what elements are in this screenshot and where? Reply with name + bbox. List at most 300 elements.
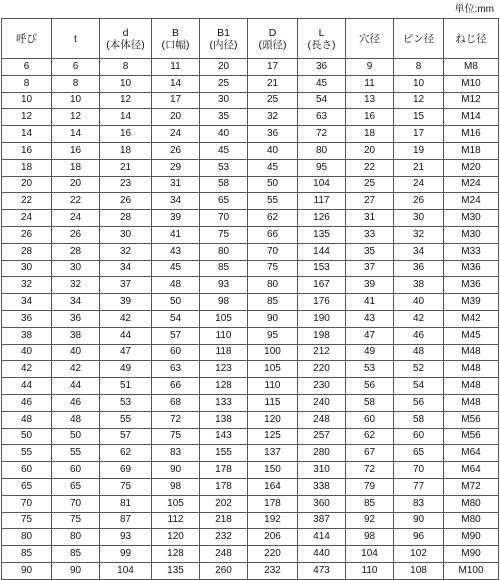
- table-cell: 25: [346, 176, 394, 193]
- table-cell: 8: [2, 75, 52, 92]
- table-cell: 95: [298, 159, 346, 176]
- table-cell: 57: [152, 327, 200, 344]
- table-cell: M36: [444, 260, 499, 277]
- table-row: [2, 59, 499, 76]
- table-cell: 53: [346, 361, 394, 378]
- table-cell: 48: [52, 411, 100, 428]
- table-cell: 93: [200, 277, 248, 294]
- table-cell: 192: [248, 512, 298, 529]
- table-cell: 83: [394, 495, 444, 512]
- table-cell: 41: [346, 294, 394, 311]
- table-cell: 26: [52, 226, 100, 243]
- table-cell: 53: [100, 394, 152, 411]
- table-cell: 120: [152, 529, 200, 546]
- table-cell: 12: [100, 92, 152, 109]
- table-cell: 48: [394, 344, 444, 361]
- table-cell: 90: [152, 462, 200, 479]
- table-cell: 75: [248, 260, 298, 277]
- table-cell: 24: [52, 210, 100, 227]
- table-cell: 135: [298, 226, 346, 243]
- table-cell: 35: [346, 243, 394, 260]
- table-row: [2, 378, 499, 395]
- table-row: [2, 142, 499, 159]
- table-cell: 40: [394, 294, 444, 311]
- table-cell: M90: [444, 529, 499, 546]
- table-cell: 80: [200, 243, 248, 260]
- table-row: [2, 210, 499, 227]
- table-cell: M48: [444, 378, 499, 395]
- table-cell: 115: [248, 394, 298, 411]
- table-cell: 38: [52, 327, 100, 344]
- table-cell: 48: [2, 411, 52, 428]
- table-cell: 16: [100, 126, 152, 143]
- table-cell: 118: [200, 344, 248, 361]
- column-header: [248, 19, 298, 59]
- table-cell: 85: [248, 294, 298, 311]
- table-cell: 55: [248, 193, 298, 210]
- table-cell: 125: [248, 428, 298, 445]
- table-cell: 96: [394, 529, 444, 546]
- table-cell: 54: [394, 378, 444, 395]
- table-cell: 30: [200, 92, 248, 109]
- column-header: [298, 19, 346, 59]
- table-cell: 26: [2, 226, 52, 243]
- table-cell: 14: [100, 109, 152, 126]
- table-cell: 167: [298, 277, 346, 294]
- column-header-label: ねじ径: [455, 32, 487, 45]
- table-cell: 20: [346, 142, 394, 159]
- table-cell: 137: [248, 445, 298, 462]
- table-cell: 102: [394, 546, 444, 563]
- table-cell: 36: [394, 260, 444, 277]
- table-cell: 45: [298, 75, 346, 92]
- table-cell: 43: [346, 310, 394, 327]
- table-cell: M90: [444, 546, 499, 563]
- table-cell: 72: [346, 462, 394, 479]
- table-cell: 54: [298, 92, 346, 109]
- table-cell: 135: [152, 562, 200, 579]
- table-row: [2, 159, 499, 176]
- table-cell: 75: [152, 428, 200, 445]
- table-cell: 85: [2, 546, 52, 563]
- table-cell: 128: [200, 378, 248, 395]
- table-cell: 95: [248, 327, 298, 344]
- table-cell: 21: [394, 159, 444, 176]
- table-cell: 26: [394, 193, 444, 210]
- column-header: [394, 19, 444, 59]
- table-cell: 232: [248, 562, 298, 579]
- table-cell: 90: [248, 310, 298, 327]
- table-cell: M10: [444, 75, 499, 92]
- table-cell: 57: [100, 428, 152, 445]
- table-cell: 20: [52, 176, 100, 193]
- table-cell: M48: [444, 361, 499, 378]
- table-cell: 37: [346, 260, 394, 277]
- column-header-label: L: [318, 26, 325, 39]
- table-cell: 212: [298, 344, 346, 361]
- table-cell: 164: [248, 478, 298, 495]
- table-cell: 150: [248, 462, 298, 479]
- table-cell: 63: [152, 361, 200, 378]
- table-cell: 230: [298, 378, 346, 395]
- table-cell: 30: [100, 226, 152, 243]
- table-cell: 13: [346, 92, 394, 109]
- table-cell: 50: [52, 428, 100, 445]
- table-cell: 72: [152, 411, 200, 428]
- table-cell: 104: [346, 546, 394, 563]
- table-cell: 108: [394, 562, 444, 579]
- column-header: [52, 19, 100, 59]
- table-cell: 105: [248, 361, 298, 378]
- table-cell: 34: [100, 260, 152, 277]
- table-row: [2, 512, 499, 529]
- table-cell: 153: [298, 260, 346, 277]
- table-cell: 49: [346, 344, 394, 361]
- table-cell: 45: [152, 260, 200, 277]
- table-cell: 10: [394, 75, 444, 92]
- table-cell: 46: [394, 327, 444, 344]
- table-cell: 12: [2, 109, 52, 126]
- column-header-label: t: [74, 32, 77, 45]
- table-cell: 218: [200, 512, 248, 529]
- table-cell: 21: [100, 159, 152, 176]
- table-cell: 60: [152, 344, 200, 361]
- table-cell: 70: [52, 495, 100, 512]
- table-cell: 75: [100, 478, 152, 495]
- table-cell: 70: [2, 495, 52, 512]
- table-cell: 42: [2, 361, 52, 378]
- table-cell: 36: [52, 310, 100, 327]
- table-cell: 75: [200, 226, 248, 243]
- table-cell: 257: [298, 428, 346, 445]
- table-cell: 51: [100, 378, 152, 395]
- table-cell: 8: [100, 59, 152, 76]
- table-cell: 90: [394, 512, 444, 529]
- table-cell: 85: [200, 260, 248, 277]
- table-cell: 60: [346, 411, 394, 428]
- table-cell: 42: [100, 310, 152, 327]
- table-cell: 36: [248, 126, 298, 143]
- table-cell: 45: [200, 142, 248, 159]
- table-cell: 55: [52, 445, 100, 462]
- table-cell: 31: [346, 210, 394, 227]
- table-cell: 14: [52, 126, 100, 143]
- table-cell: 28: [52, 243, 100, 260]
- table-row: [2, 411, 499, 428]
- table-cell: 178: [248, 495, 298, 512]
- table-cell: 123: [200, 361, 248, 378]
- table-cell: 18: [52, 159, 100, 176]
- table-cell: 387: [298, 512, 346, 529]
- table-row: [2, 327, 499, 344]
- table-cell: M36: [444, 277, 499, 294]
- table-cell: 69: [100, 462, 152, 479]
- table-cell: 47: [100, 344, 152, 361]
- table-cell: 25: [200, 75, 248, 92]
- table-cell: 10: [100, 75, 152, 92]
- table-cell: 22: [2, 193, 52, 210]
- table-cell: 15: [394, 109, 444, 126]
- column-header-sublabel: (本体径): [106, 38, 145, 51]
- table-cell: 22: [52, 193, 100, 210]
- column-header: [2, 19, 52, 59]
- table-cell: 66: [248, 226, 298, 243]
- spec-table: [1, 18, 499, 580]
- table-cell: 18: [346, 126, 394, 143]
- table-cell: M72: [444, 478, 499, 495]
- table-cell: 473: [298, 562, 346, 579]
- table-cell: 21: [248, 75, 298, 92]
- table-cell: M56: [444, 411, 499, 428]
- table-cell: M8: [444, 59, 499, 76]
- table-cell: 52: [394, 361, 444, 378]
- table-cell: 24: [394, 176, 444, 193]
- table-cell: 338: [298, 478, 346, 495]
- table-cell: 16: [52, 142, 100, 159]
- table-row: [2, 109, 499, 126]
- table-cell: 104: [298, 176, 346, 193]
- table-cell: 280: [298, 445, 346, 462]
- table-cell: 10: [2, 92, 52, 109]
- table-cell: 20: [152, 109, 200, 126]
- table-cell: 34: [394, 243, 444, 260]
- table-cell: 190: [298, 310, 346, 327]
- table-cell: 32: [52, 277, 100, 294]
- table-cell: 44: [52, 378, 100, 395]
- table-row: [2, 260, 499, 277]
- table-cell: 220: [248, 546, 298, 563]
- table-cell: M30: [444, 210, 499, 227]
- table-cell: 20: [200, 59, 248, 76]
- table-row: [2, 277, 499, 294]
- table-cell: 126: [298, 210, 346, 227]
- table-cell: 17: [394, 126, 444, 143]
- column-header: [200, 19, 248, 59]
- table-row: [2, 75, 499, 92]
- table-cell: 12: [394, 92, 444, 109]
- table-cell: 24: [2, 210, 52, 227]
- table-cell: 80: [52, 529, 100, 546]
- table-cell: 34: [152, 193, 200, 210]
- table-cell: M16: [444, 126, 499, 143]
- table-cell: 65: [200, 193, 248, 210]
- table-cell: M80: [444, 495, 499, 512]
- table-cell: 47: [346, 327, 394, 344]
- table-cell: 63: [298, 109, 346, 126]
- column-header-sublabel: (口幅): [161, 38, 190, 51]
- table-row: [2, 310, 499, 327]
- table-cell: 14: [152, 75, 200, 92]
- table-cell: 62: [100, 445, 152, 462]
- table-cell: 138: [200, 411, 248, 428]
- table-cell: 110: [346, 562, 394, 579]
- table-cell: M48: [444, 344, 499, 361]
- table-cell: 62: [346, 428, 394, 445]
- table-cell: 17: [152, 92, 200, 109]
- column-header-label: ピン径: [402, 32, 435, 45]
- unit-label: 単位:mm: [454, 4, 494, 15]
- table-cell: M45: [444, 327, 499, 344]
- table-cell: 16: [346, 109, 394, 126]
- table-cell: 18: [100, 142, 152, 159]
- table-cell: 42: [52, 361, 100, 378]
- table-cell: 19: [394, 142, 444, 159]
- column-header-label: d: [122, 26, 129, 39]
- column-header-sublabel: (頭径): [258, 38, 287, 51]
- table-row: [2, 92, 499, 109]
- table-cell: 30: [394, 210, 444, 227]
- table-cell: 28: [2, 243, 52, 260]
- column-header-label: 呼び: [16, 32, 37, 45]
- table-cell: M30: [444, 226, 499, 243]
- table-cell: 9: [346, 59, 394, 76]
- column-header: [346, 19, 394, 59]
- table-cell: 80: [298, 142, 346, 159]
- table-cell: 75: [52, 512, 100, 529]
- table-row: [2, 478, 499, 495]
- table-cell: 62: [248, 210, 298, 227]
- table-row: [2, 294, 499, 311]
- table-cell: 58: [200, 176, 248, 193]
- table-cell: M64: [444, 462, 499, 479]
- table-cell: 40: [52, 344, 100, 361]
- table-cell: 70: [248, 243, 298, 260]
- table-cell: 58: [394, 411, 444, 428]
- table-cell: 53: [200, 159, 248, 176]
- table-cell: M80: [444, 512, 499, 529]
- table-cell: 85: [52, 546, 100, 563]
- table-cell: 98: [152, 478, 200, 495]
- table-row: [2, 529, 499, 546]
- table-cell: M12: [444, 92, 499, 109]
- table-cell: M14: [444, 109, 499, 126]
- spec-table-header: [2, 19, 499, 59]
- table-cell: M64: [444, 445, 499, 462]
- table-cell: 83: [152, 445, 200, 462]
- table-cell: 120: [248, 411, 298, 428]
- table-cell: 38: [394, 277, 444, 294]
- table-cell: 32: [2, 277, 52, 294]
- table-cell: 12: [52, 109, 100, 126]
- table-cell: 20: [2, 176, 52, 193]
- table-row: [2, 445, 499, 462]
- table-cell: 24: [152, 126, 200, 143]
- table-cell: 29: [152, 159, 200, 176]
- table-cell: 44: [2, 378, 52, 395]
- table-cell: 260: [200, 562, 248, 579]
- table-cell: 72: [298, 126, 346, 143]
- table-cell: 143: [200, 428, 248, 445]
- table-cell: 128: [152, 546, 200, 563]
- table-cell: 39: [100, 294, 152, 311]
- table-cell: 440: [298, 546, 346, 563]
- table-cell: 54: [152, 310, 200, 327]
- table-cell: 27: [346, 193, 394, 210]
- table-cell: 23: [100, 176, 152, 193]
- table-cell: 32: [394, 226, 444, 243]
- table-cell: 40: [200, 126, 248, 143]
- table-cell: M33: [444, 243, 499, 260]
- table-cell: 17: [248, 59, 298, 76]
- table-cell: M42: [444, 310, 499, 327]
- table-cell: 105: [152, 495, 200, 512]
- table-cell: 31: [152, 176, 200, 193]
- table-cell: 39: [152, 210, 200, 227]
- table-cell: 37: [100, 277, 152, 294]
- table-cell: 87: [100, 512, 152, 529]
- table-cell: 50: [152, 294, 200, 311]
- table-cell: M56: [444, 428, 499, 445]
- table-cell: 198: [298, 327, 346, 344]
- table-cell: 56: [394, 394, 444, 411]
- table-cell: 220: [298, 361, 346, 378]
- table-cell: 100: [248, 344, 298, 361]
- table-cell: 66: [152, 378, 200, 395]
- table-cell: 43: [152, 243, 200, 260]
- table-row: [2, 394, 499, 411]
- table-row: [2, 126, 499, 143]
- table-cell: 6: [2, 59, 52, 76]
- table-cell: 39: [346, 277, 394, 294]
- table-cell: 6: [52, 59, 100, 76]
- table-cell: 68: [152, 394, 200, 411]
- table-cell: 40: [2, 344, 52, 361]
- table-cell: 155: [200, 445, 248, 462]
- table-cell: 33: [346, 226, 394, 243]
- table-cell: M39: [444, 294, 499, 311]
- table-cell: 60: [394, 428, 444, 445]
- table-cell: 79: [346, 478, 394, 495]
- table-cell: 60: [2, 462, 52, 479]
- table-row: [2, 176, 499, 193]
- table-cell: 8: [52, 75, 100, 92]
- table-cell: 26: [100, 193, 152, 210]
- table-cell: 26: [152, 142, 200, 159]
- table-cell: 98: [200, 294, 248, 311]
- table-cell: M24: [444, 193, 499, 210]
- table-cell: 22: [346, 159, 394, 176]
- table-cell: 50: [2, 428, 52, 445]
- table-cell: M20: [444, 159, 499, 176]
- table-cell: 14: [2, 126, 52, 143]
- table-cell: 25: [248, 92, 298, 109]
- table-cell: 41: [152, 226, 200, 243]
- table-cell: 105: [200, 310, 248, 327]
- table-cell: 248: [200, 546, 248, 563]
- table-cell: 110: [248, 378, 298, 395]
- table-cell: M48: [444, 394, 499, 411]
- table-cell: 81: [100, 495, 152, 512]
- table-cell: 16: [2, 142, 52, 159]
- table-cell: 206: [248, 529, 298, 546]
- column-header-sublabel: (内径): [209, 38, 238, 51]
- table-cell: 34: [52, 294, 100, 311]
- table-row: [2, 243, 499, 260]
- table-row: [2, 562, 499, 579]
- table-cell: 11: [152, 59, 200, 76]
- column-header-label: B: [171, 26, 179, 39]
- table-cell: 80: [2, 529, 52, 546]
- table-row: [2, 361, 499, 378]
- table-cell: 99: [100, 546, 152, 563]
- table-cell: 32: [248, 109, 298, 126]
- column-header-label: B1: [217, 26, 230, 39]
- table-cell: 44: [100, 327, 152, 344]
- table-cell: 70: [200, 210, 248, 227]
- table-cell: 117: [298, 193, 346, 210]
- table-cell: 90: [52, 562, 100, 579]
- table-cell: 92: [346, 512, 394, 529]
